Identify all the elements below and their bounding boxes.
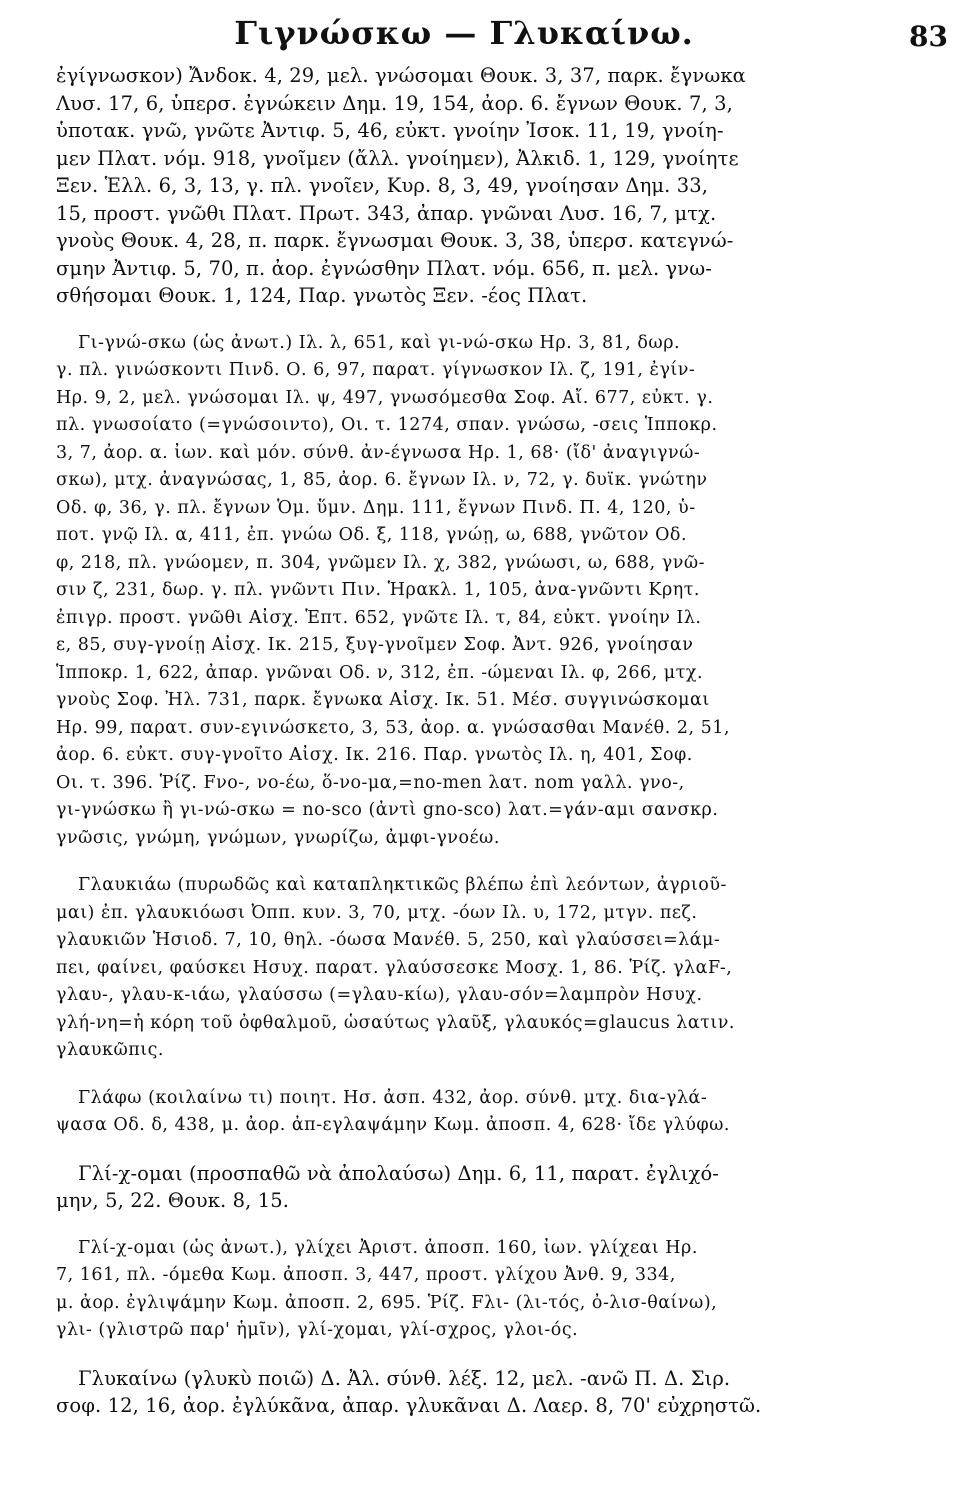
text-line: Οδ. φ, 36, γ. πλ. ἔγνων Ὁμ. ὕμν. Δημ. 111, ἔγνων Πινδ. Π. 4, 120, ὑ- (56, 497, 696, 518)
text-line: 15, προστ. γνῶθι Πλατ. Πρωτ. 343, ἀπαρ. γνῶναι Λυσ. 16, 7, μτχ. (56, 201, 717, 225)
text-line: σοφ. 12, 16, ἀορ. ἐγλύκᾶνα, ἀπαρ. γλυκᾶναι Δ. Λαερ. 8, 70' εὐχρηστῶ. (56, 1394, 762, 1417)
page-body (56, 62, 928, 1420)
text-line: γλή-νη=ἡ κόρη τοῦ ὀφθαλμοῦ, ὡσαύτως γλαῦξ, γλαυκός=glaucus λατιν. (56, 1012, 735, 1033)
paragraph-gap (56, 1345, 928, 1365)
text-line: γι-γνώσκω ἢ γι-νώ-σκω = no-sco (ἀντὶ gno-sco) λατ.=γάν-αμι σανσκρ. (56, 800, 719, 820)
text-line: ἐγίγνωσκον) Ἄνδοκ. 4, 29, μελ. γνώσομαι Θουκ. 3, 37, παρκ. ἔγνωκα (56, 64, 746, 87)
text-line: 3, 7, ἀορ. α. ἰων. καὶ μόν. σύνθ. ἀν-έγνωσα Ηρ. 1, 68· (ἴδ' ἀναγιγνώ- (56, 442, 701, 463)
text-line: Γλί-χ-ομαι (ὡς ἀνωτ.), γλίχει Ἀριστ. ἀποσπ. 160, ἰων. γλίχεαι Ηρ. (78, 1237, 698, 1258)
text-line: Ηρ. 99, παρατ. συν-εγινώσκετο, 3, 53, ἀορ. α. γνώσασθαι Μανέθ. 2, 51, (56, 717, 730, 738)
text-line: ε, 85, συγ-γνοίῃ Αἰσχ. Ικ. 215, ξυγ-γνοῖμεν Σοφ. Ἀντ. 926, γνοίησαν (56, 635, 694, 655)
text-line: μαι) ἐπ. γλαυκιόωσι Ὀππ. κυν. 3, 70, μτχ. -όων Ιλ. υ, 172, μτγν. πεζ. (56, 902, 698, 923)
text-line: γλι- (γλιστρῶ παρ' ἡμῖν), γλί-χομαι, γλί-σχρος, γλοι-ός. (56, 1320, 579, 1340)
text-line: Γλυκαίνω (γλυκὺ ποιῶ) Δ. Ἀλ. σύνθ. λέξ. 12, μελ. -ανῶ Π. Δ. Σιρ. (78, 1366, 731, 1390)
page-title: Γιγνώσκω — Γλυκαίνω. (234, 14, 694, 52)
text-line: Γλάφω (κοιλαίνω τι) ποιητ. Ησ. ἀσπ. 432, ἀορ. σύνθ. μτχ. δια-γλά- (78, 1087, 708, 1108)
text-line: γνοὺς Θουκ. 4, 28, π. παρκ. ἔγνωσμαι Θουκ. 3, 38, ὑπερσ. κατεγνώ- (56, 229, 734, 252)
text-line: πλ. γνωσοίατο (=γνώσοιντο), Οι. τ. 1274, σπαν. γνώσω, -σεις Ἱπποκρ. (56, 415, 718, 435)
paragraph-gap (56, 1215, 928, 1235)
page-header (80, 14, 948, 66)
text-line: Ξεν. Ἑλλ. 6, 3, 13, γ. πλ. γνοῖεν, Κυρ. 8, 3, 49, γνοίησαν Δημ. 33, (56, 174, 709, 197)
text-line: γλαυκῶπις. (56, 1040, 164, 1060)
text-line: ἐπιγρ. προστ. γνῶθι Αἰσχ. Ἑπτ. 652, γνῶτε Ιλ. τ, 84, εὐκτ. γνοίην Ιλ. (56, 607, 702, 628)
text-line: Γι-γνώ-σκω (ὡς ἀνωτ.) Ιλ. λ, 651, καὶ γι-νώ-σκω Ηρ. 3, 81, δωρ. (78, 332, 681, 353)
paragraph-gap (56, 1065, 928, 1085)
text-line: σθήσομαι Θουκ. 1, 124, Παρ. γνωτὸς Ξεν. -έος Πλατ. (56, 284, 588, 307)
text-line: Γλί-χ-ομαι (προσπαθῶ νὰ ἀπολαύσω) Δημ. 6, 11, παρατ. ἐγλιχό- (78, 1161, 719, 1185)
text-line: ποτ. γνῷ Ιλ. α, 411, ἐπ. γνώω Οδ. ξ, 118, γνώῃ, ω, 688, γνῶτον Οδ. (56, 525, 688, 545)
paragraph-gap (56, 310, 928, 330)
text-line: πει, φαίνει, φαύσκει Ησυχ. παρατ. γλαύσσεσκε Μοσχ. 1, 86. Ῥίζ. γλαF-, (56, 957, 733, 978)
text-line: μ. ἀορ. ἐγλιψάμην Κωμ. ἀποσπ. 2, 695. Ῥίζ. Fλι- (λι-τός, ὀ-λισ-θαίνω), (56, 1292, 718, 1313)
text-line: γ. πλ. γινώσκοντι Πινδ. Ο. 6, 97, παρατ. γίγνωσκον Ιλ. ζ, 191, ἐγίν- (56, 360, 696, 380)
text-line: γνῶσις, γνώμη, γνώμων, γνωρίζω, ἀμφι-γνοέω. (56, 827, 500, 848)
text-line: γλαυ-, γλαυ-κ-ιάω, γλαύσσω (=γλαυ-κίω), γλαυ-σόν=λαμπρὸν Ησυχ. (56, 985, 703, 1005)
text-line: γλαυκιῶν Ἡσιοδ. 7, 10, θηλ. -όωσα Μανέθ. 5, 250, καὶ γλαύσσει=λάμ- (56, 930, 721, 950)
text-line: σμην Ἀντιφ. 5, 70, π. ἀορ. ἐγνώσθην Πλατ. νόμ. 656, π. μελ. γνω- (56, 256, 712, 280)
text-line: ἀορ. 6. εὐκτ. συγ-γνοῖτο Αἰσχ. Ικ. 216. Παρ. γνωτὸς Ιλ. η, 401, Σοφ. (56, 745, 693, 765)
text-line: Ἱπποκρ. 1, 622, ἀπαρ. γνῶναι Οδ. ν, 312, ἐπ. -ώμεναι Ιλ. φ, 266, μτχ. (56, 662, 704, 683)
text-line: 7, 161, πλ. -όμεθα Κωμ. ἀποσπ. 3, 447, προστ. γλίχου Ἀνθ. 9, 334, (56, 1265, 676, 1285)
paragraph-gap (56, 852, 928, 872)
text-line: φ, 218, πλ. γνώομεν, π. 304, γνῶμεν Ιλ. χ, 382, γνώωσι, ω, 688, γνῶ- (56, 552, 706, 573)
text-line: ὑποτακ. γνῶ, γνῶτε Ἀντιφ. 5, 46, εὐκτ. γνοίην Ἰσοκ. 11, 19, γνοίη- (56, 119, 724, 142)
text-line: γνοὺς Σοφ. Ἠλ. 731, παρκ. ἔγνωκα Αἰσχ. Ικ. 51. Μέσ. συγγινώσκομαι (56, 690, 710, 710)
paragraph-gap (56, 1140, 928, 1160)
text-line: μην, 5, 22. Θουκ. 8, 15. (56, 1189, 290, 1212)
text-line: Ηρ. 9, 2, μελ. γνώσομαι Ιλ. ψ, 497, γνωσόμεσθα Σοφ. Αἴ. 677, εὐκτ. γ. (56, 387, 714, 408)
page-number: 83 (909, 20, 948, 53)
text-line: Λυσ. 17, 6, ὑπερσ. ἐγνώκειν Δημ. 19, 154, ἀορ. 6. ἔγνων Θουκ. 7, 3, (56, 91, 733, 115)
text-line: Γλαυκιάω (πυρωδῶς καὶ καταπληκτικῶς βλέπω ἐπὶ λεόντων, ἀγριοῦ- (78, 875, 727, 895)
text-line: ψασα Οδ. δ, 438, μ. ἀορ. ἀπ-εγλαψάμην Κωμ. ἀποσπ. 4, 628· ἴδε γλύφω. (56, 1115, 730, 1135)
text-line: Οι. τ. 396. Ῥίζ. Fνο-, νο-έω, ὅ-νο-μα,=no-men λατ. nom γαλλ. γνο-, (56, 772, 685, 793)
text-line: σιν ζ, 231, δωρ. γ. πλ. γνῶντι Πιν. Ἡρακλ. 1, 105, ἀνα-γνῶντι Κρητ. (56, 580, 700, 600)
text-line: μεν Πλατ. νόμ. 918, γνοῖμεν (ἄλλ. γνοίημεν), Ἀλκιδ. 1, 129, γνοίητε (56, 146, 739, 170)
text-line: σκω), μτχ. ἀναγνώσας, 1, 85, ἀορ. 6. ἔγνων Ιλ. ν, 72, γ. δυϊκ. γνώτην (56, 470, 708, 490)
